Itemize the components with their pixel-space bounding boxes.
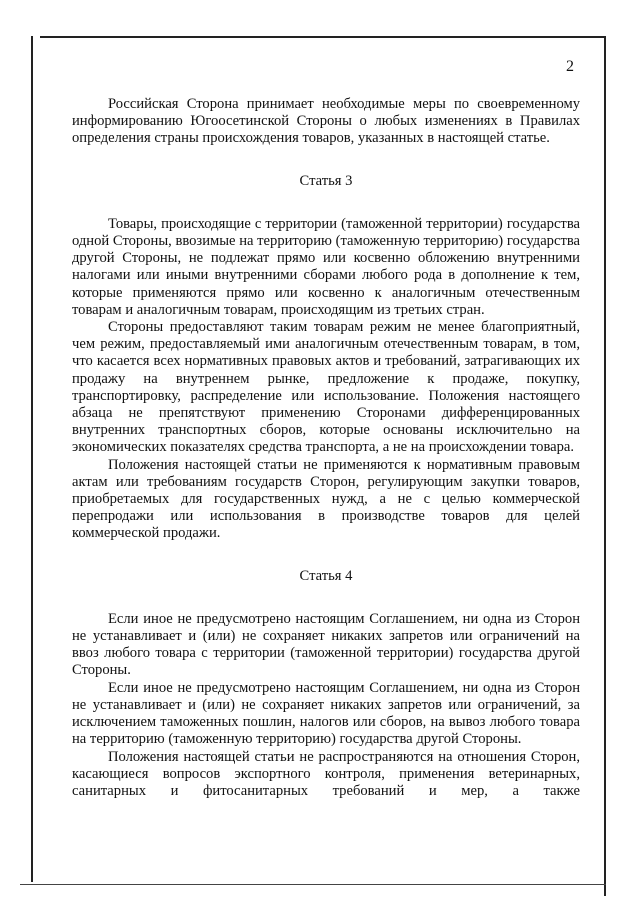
page-border-top — [40, 36, 606, 38]
document-body — [72, 96, 580, 800]
page-border-left — [31, 36, 33, 882]
article-3-paragraph-3: Положения настоящей статьи не применяются к нормативным правовым актам или требованиям государств Сторон, регулирующим закупки товаров, приобретаемых для государственных нужд, а не с целью коммерческой перепродажи или использования в производстве товаров для целей коммерческой продажи. — [72, 456, 580, 542]
article-4-paragraph-2: Если иное не предусмотрено настоящим Соглашением, ни одна из Сторон не устанавливает и (или) не сохраняет никаких запретов или ограничений, за исключением таможенных пошлин, налогов или сборов, на вывоз любого товара на территорию (таможенную территорию) государства другой Стороны. — [72, 679, 580, 748]
page-border-right — [604, 36, 606, 896]
article-4-heading: Статья 4 — [299, 567, 353, 584]
article-3-paragraph-2: Стороны предоставляют таким товарам режим не менее благоприятный, чем режим, предоставляемый ими аналогичным отечественным товарам, в том, что касается всех нормативных правовых актов и требований, затрагивающих их продажу на внутреннем рынке, предложение к продаже, покупку, транспортировку, распределение или использование. Положения настоящего абзаца не препятствуют применению Сторонами дифференцированных внутренних транспортных сборов, которые основаны исключительно на экономических показателях средства транспорта, а не на происхождении товара. — [72, 319, 580, 456]
intro-paragraph: Российская Сторона принимает необходимые меры по своевременному информированию Югоосетинской Стороны о любых изменениях в Правилах определения страны происхождения товаров, указанных в настоящей статье. — [72, 96, 580, 147]
article-4-paragraph-1: Если иное не предусмотрено настоящим Соглашением, ни одна из Сторон не устанавливает и (или) не сохраняет никаких запретов или ограничений на ввоз любого товара с территории (таможенной территории) государства другой Стороны. — [72, 610, 580, 679]
article-4-paragraph-3: Положения настоящей статьи не распространяются на отношения Сторон, касающиеся вопросов экспортного контроля, применения ветеринарных, санитарных и фитосанитарных требований и мер, а также — [72, 748, 580, 799]
article-3-paragraph-1: Товары, происходящие с территории (таможенной территории) государства одной Стороны, ввозимые на территорию (таможенную территорию) государства другой Стороны, не подлежат прямо или косвенно обложению внутренними налогами или иными внутренними сборами любого рода в дополнение к тем, которые применяются прямо или косвенно к аналогичным отечественным товарам и аналогичным товарам, происходящим из третьих стран. — [72, 215, 580, 318]
article-3-heading: Статья 3 — [299, 172, 353, 189]
page-border-bottom — [20, 884, 606, 885]
page-number: 2 — [566, 58, 574, 75]
